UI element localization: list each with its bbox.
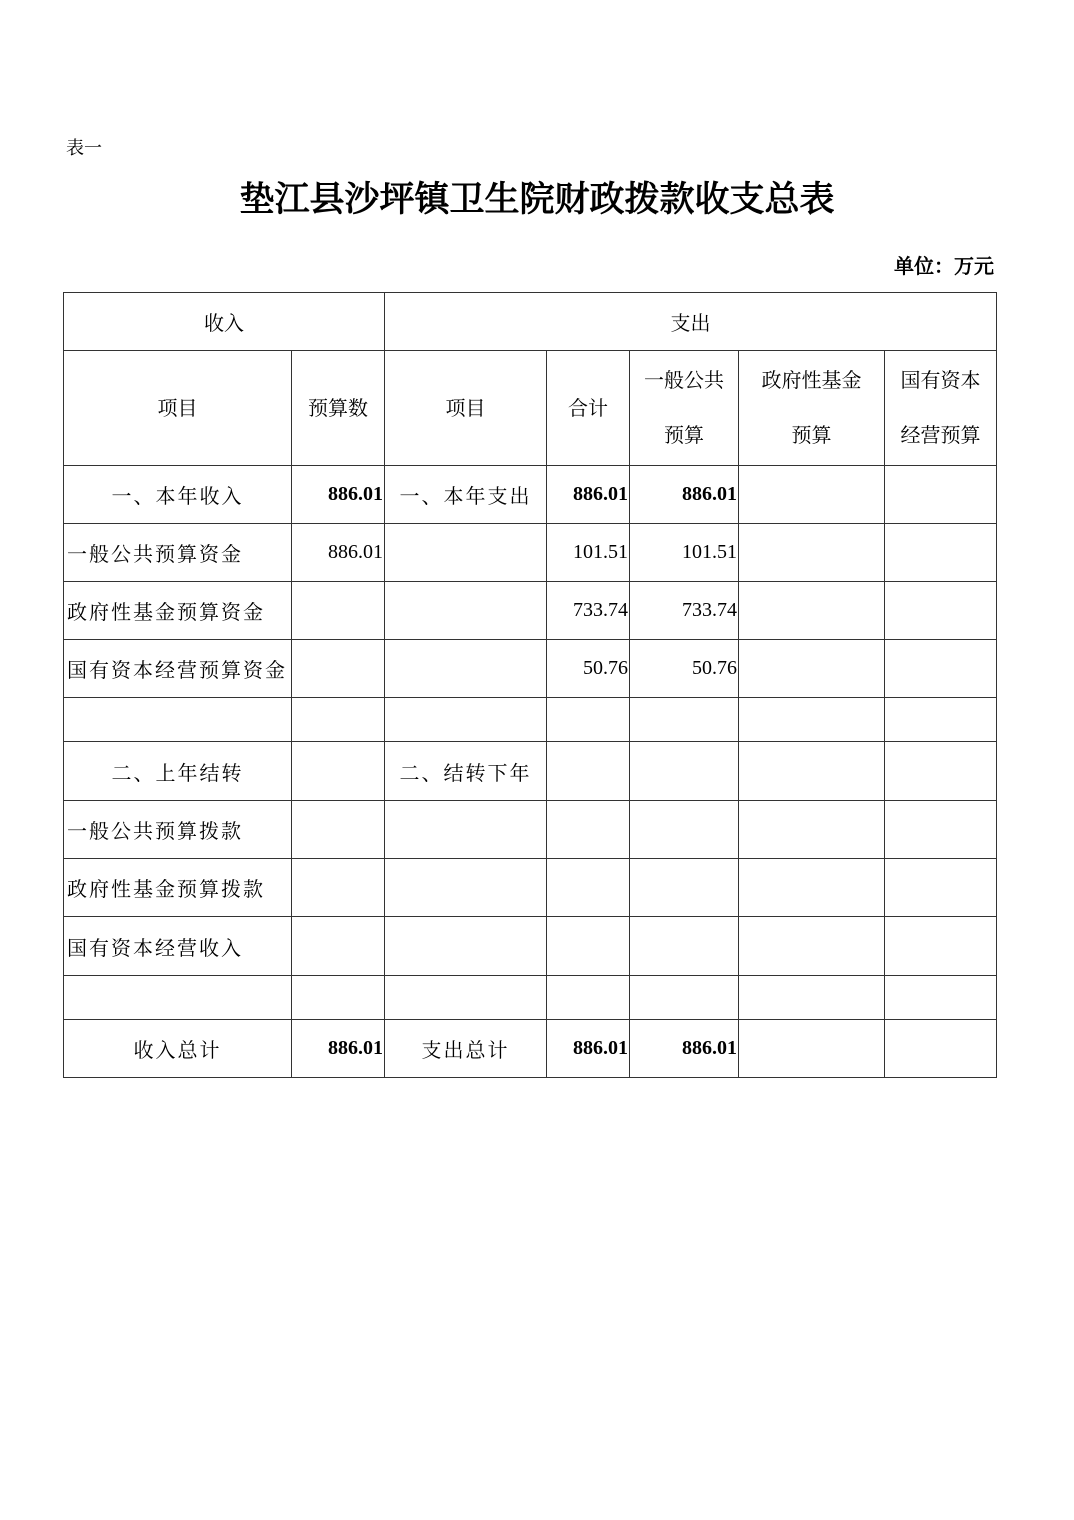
general-public-header-line2: 预算 — [664, 423, 704, 447]
income-item-cell: 国有资本经营收入 — [64, 917, 292, 976]
expense-item-cell — [385, 917, 547, 976]
budget-cell — [292, 742, 385, 801]
expense-item-cell: 一、本年支出 — [385, 466, 547, 524]
table-row — [64, 859, 997, 917]
budget-cell — [292, 917, 385, 976]
general-public-cell — [630, 917, 739, 976]
expense-section-header: 支出 — [385, 293, 997, 351]
table-row — [64, 917, 997, 976]
column-header-row — [64, 351, 997, 466]
gov-fund-cell — [739, 742, 885, 801]
gov-fund-cell — [739, 859, 885, 917]
state-capital-cell — [885, 698, 997, 742]
fiscal-summary-table — [63, 292, 997, 1078]
table-row — [64, 640, 997, 698]
state-capital-cell — [885, 1020, 997, 1078]
income-item-header: 项目 — [64, 351, 292, 466]
general-public-cell — [630, 698, 739, 742]
general-public-cell: 733.74 — [630, 582, 739, 640]
gov-fund-cell — [739, 640, 885, 698]
gov-fund-cell — [739, 976, 885, 1020]
general-public-budget-header — [630, 351, 739, 466]
unit-label: 单位：万元 — [894, 254, 994, 278]
general-public-cell — [630, 801, 739, 859]
gov-fund-header-line2: 预算 — [791, 423, 832, 447]
state-capital-cell — [885, 742, 997, 801]
income-item-cell: 政府性基金预算拨款 — [64, 859, 292, 917]
gov-fund-budget-header — [739, 351, 885, 466]
state-capital-header-line1: 国有资本 — [900, 368, 981, 392]
gov-fund-header-line1: 政府性基金 — [761, 368, 862, 392]
expense-item-cell — [385, 976, 547, 1020]
totals-row — [64, 1020, 997, 1078]
income-section-header: 收入 — [64, 293, 385, 351]
income-item-cell — [64, 698, 292, 742]
section-header-row — [64, 293, 997, 351]
expense-item-cell — [385, 698, 547, 742]
gov-fund-cell — [739, 917, 885, 976]
total-cell: 886.01 — [547, 466, 630, 524]
document-title: 垫江县沙坪镇卫生院财政拨款收支总表 — [239, 179, 835, 220]
expense-item-cell — [385, 524, 547, 582]
general-public-cell: 886.01 — [630, 1020, 739, 1078]
expense-item-cell — [385, 801, 547, 859]
total-cell — [547, 917, 630, 976]
expense-item-cell — [385, 582, 547, 640]
total-cell: 733.74 — [547, 582, 630, 640]
gov-fund-cell — [739, 582, 885, 640]
expense-item-header: 项目 — [385, 351, 547, 466]
total-cell: 50.76 — [547, 640, 630, 698]
budget-cell: 886.01 — [292, 1020, 385, 1078]
budget-cell — [292, 698, 385, 742]
table-row — [64, 976, 997, 1020]
total-cell — [547, 976, 630, 1020]
table-row — [64, 466, 997, 524]
general-public-cell — [630, 859, 739, 917]
income-total-label: 收入总计 — [64, 1020, 292, 1078]
total-cell: 886.01 — [547, 1020, 630, 1078]
state-capital-budget-header — [885, 351, 997, 466]
income-item-cell: 政府性基金预算资金 — [64, 582, 292, 640]
budget-cell — [292, 640, 385, 698]
general-public-header-line1: 一般公共 — [644, 368, 724, 392]
gov-fund-cell — [739, 698, 885, 742]
income-item-cell: 一般公共预算拨款 — [64, 801, 292, 859]
general-public-cell — [630, 976, 739, 1020]
table-row — [64, 582, 997, 640]
state-capital-cell — [885, 466, 997, 524]
expense-item-cell: 二、结转下年 — [385, 742, 547, 801]
general-public-cell: 50.76 — [630, 640, 739, 698]
gov-fund-cell — [739, 1020, 885, 1078]
state-capital-header-line2: 经营预算 — [900, 423, 981, 447]
state-capital-cell — [885, 976, 997, 1020]
state-capital-cell — [885, 917, 997, 976]
budget-amount-header: 预算数 — [292, 351, 385, 466]
general-public-cell: 886.01 — [630, 466, 739, 524]
budget-cell: 886.01 — [292, 466, 385, 524]
state-capital-cell — [885, 801, 997, 859]
gov-fund-cell — [739, 524, 885, 582]
state-capital-cell — [885, 524, 997, 582]
income-item-cell: 二、上年结转 — [64, 742, 292, 801]
expense-item-cell — [385, 859, 547, 917]
budget-cell — [292, 976, 385, 1020]
general-public-cell — [630, 742, 739, 801]
table-row — [64, 524, 997, 582]
state-capital-cell — [885, 640, 997, 698]
state-capital-cell — [885, 582, 997, 640]
gov-fund-cell — [739, 801, 885, 859]
total-cell — [547, 742, 630, 801]
budget-cell — [292, 859, 385, 917]
total-cell — [547, 801, 630, 859]
income-item-cell: 国有资本经营预算资金 — [64, 640, 292, 698]
general-public-cell: 101.51 — [630, 524, 739, 582]
total-cell — [547, 698, 630, 742]
table-row — [64, 698, 997, 742]
income-item-cell: 一、本年收入 — [64, 466, 292, 524]
income-item-cell — [64, 976, 292, 1020]
table-row — [64, 801, 997, 859]
table-row — [64, 742, 997, 801]
budget-cell — [292, 582, 385, 640]
state-capital-cell — [885, 859, 997, 917]
income-item-cell: 一般公共预算资金 — [64, 524, 292, 582]
budget-cell: 886.01 — [292, 524, 385, 582]
table-number: 表一 — [66, 138, 102, 159]
expense-total-label: 支出总计 — [385, 1020, 547, 1078]
gov-fund-cell — [739, 466, 885, 524]
budget-cell — [292, 801, 385, 859]
total-cell — [547, 859, 630, 917]
total-cell: 101.51 — [547, 524, 630, 582]
total-header: 合计 — [547, 351, 630, 466]
expense-item-cell — [385, 640, 547, 698]
